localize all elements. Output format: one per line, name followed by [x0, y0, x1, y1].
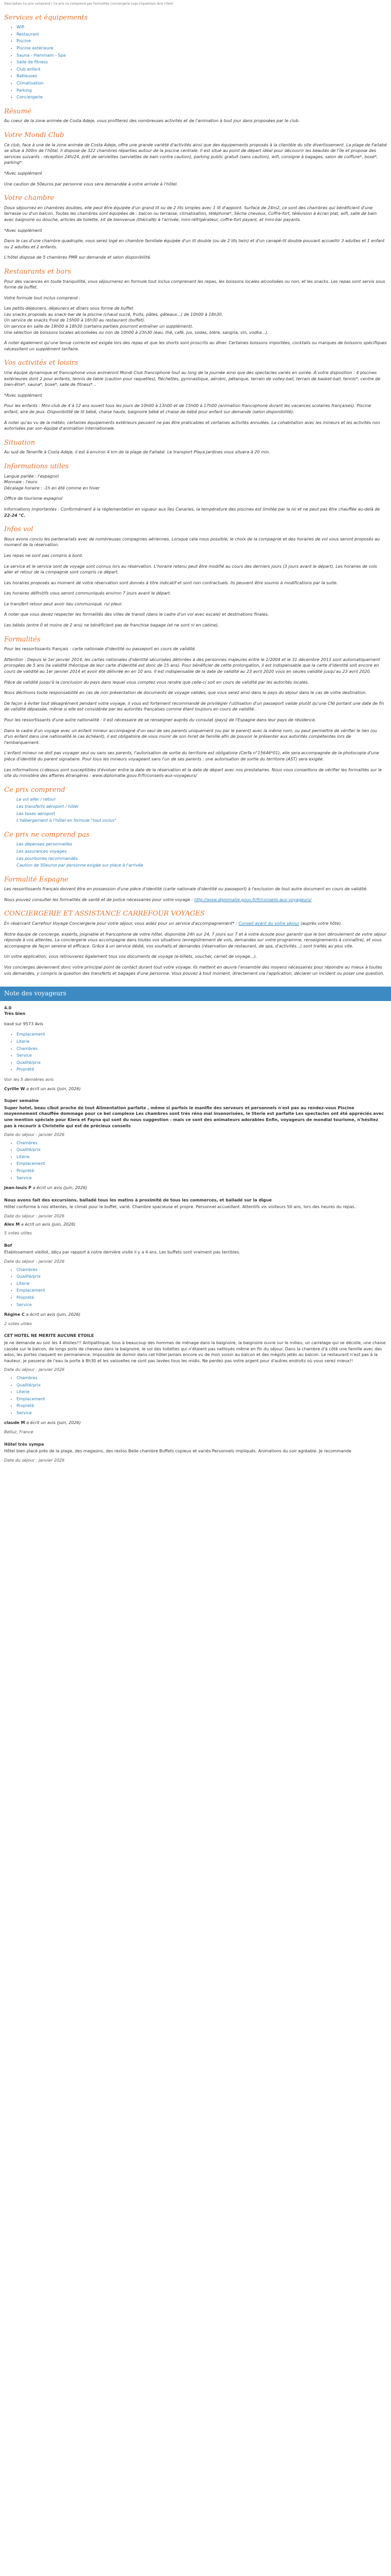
- review-headline: Super semaine: [4, 1098, 39, 1104]
- list-item: Les pourboires recommandés: [17, 856, 78, 861]
- review-body: Je ne demande au soir les 4 étoiles!!! Antipathique, tous à beaucoup des hommes de ménage dans la baignoire, la baignoire ouvre sur le milieu, un carrelage qui se décolle, une chaise cassée sur le balcon, de longs poils de cheveux dans la baignoire, le sol des toilettes qui n'étaient pas nettoyés même en fin du séjour. Dans la chambre d'à côté une famille avec des ados, les portes claquent en permanence, impossible de dormir dans cet hôtel jamais encore vu de mon voisin au balcon et des mégots jetés au balcon. Le restaurant n'est pas à la hauteur, je passerai de l'eau la porte à 8h30 et les vaisselles ne sont pas lavées tous les midis. Ne perdez pas votre argent pour d'autres endroits où vous serez mieux!!: [4, 1340, 386, 1363]
- review-headline: Hôtel très sympa: [4, 1442, 44, 1447]
- review-author: Jean-louis P a écrit un avis (juin, 2026): [4, 1185, 87, 1191]
- formalites-paragraph: Dans le cadre d'un voyage avec un enfant mineur accompagné d'un seul de ses parents uniquement (ou par le parent) avec la même nom, ou peut permettre de vérifier le lien (ou d'un enfant dans une nationalité le cas échéant), il est obligatoire de vous munir de son livret de famille afin de pouvoir le présenter aux autorités compétentes lors de l'embarquement.: [4, 728, 378, 745]
- list-item: • Chambres: [17, 1140, 387, 1146]
- section-title-vols: Infos vol: [4, 526, 34, 534]
- formalites-paragraph: Les informations ci-dessus sont susceptibles d'évoluer entre la date de la réservation et la date de départ avec nos prestataires. Nous vous conseillons de vérifier les formalités sur le site du ministère des affaires étrangères : www.diplomatie.gouv.fr/fr/conseils-aux-voyageurs/: [4, 767, 382, 778]
- list-item: • Service: [17, 1302, 387, 1308]
- restaurants-paragraph: Votre formule tout inclus comprend :: [4, 295, 80, 300]
- reviews-count: basé sur 9573 Avis: [4, 1021, 43, 1026]
- list-item: • Qualité/prix: [17, 1060, 387, 1066]
- infos-paragraph: Langue parlée : l'espagnol Monnaie : l'euro Décalage horaire : -1h en été comme en hiver: [4, 473, 100, 490]
- list-item: Les taxes aéroport: [17, 811, 55, 816]
- section-title-activites: Vos activités et loisirs: [4, 359, 78, 367]
- list-item: • Service: [17, 1053, 387, 1059]
- vols-paragraph: Les repas ne sont pas compris à bord.: [4, 553, 83, 558]
- chambre-paragraph: *Avec supplément: [4, 228, 42, 233]
- review-author: Alex M a écrit un avis (juin, 2026): [4, 1222, 76, 1227]
- prix-ne-comprend-list: [4, 841, 387, 868]
- restaurants-paragraph: Pour des vacances en toute tranquillité, vous séjournerez en formule tout inclus comprenant les repas, les boissons locales alcoolisées ou non, et les snacks. Les repas sont servis sous forme de buffet.: [4, 279, 385, 290]
- pool-temperature: 22-24 °C.: [4, 513, 26, 518]
- list-item: Les dépenses personnelles: [17, 842, 72, 847]
- section-title-prix-ne-comprend: Ce prix ne comprend pas: [4, 831, 90, 839]
- formalites-paragraph: Pièce de validité jusqu'à la conclusion du pays dans lequel vous comptez vous rendre que celle-ci soit en cours de validité par les autorités locales.: [4, 680, 309, 685]
- chambre-paragraph: Doux séjournez en chambres doubles, elle peut être équipée d'un grand lit ou de 2 lits simples avec 1 lit d'appoint. Surface de 24m2, ce sont des chambres qui bénéficient d'une terrasse ou d'un balcon. Toutes les chambres sont équipées de : balcon ou terrasse, climatisation, téléphone*, Sèche cheveux, Coffre-fort, télévision à écran plat, wifi, salle de bain avec baignoire ou douche, articles de toilette, kit de bienvenue (thé/café) à l'arrivée, mini-réfrigérateur, coffre-fort payant, et mini-bar payants.: [4, 205, 377, 222]
- list-item: • Piscine extérieure: [17, 45, 387, 52]
- activites-paragraph: À noter qu'au vu de la météo, certaines équipements extérieurs peuvent ne pas être praticables et certaines activités annulées. La cohabitation avec les mineurs et les activités non autorisées par son équipe d'animation internationale.: [4, 420, 380, 431]
- section-title-hotel: Votre Mondi Club: [4, 131, 64, 139]
- review-helpful-votes: 2 votes utiles: [4, 1321, 32, 1326]
- list-item: • Salle de fitness: [17, 59, 387, 65]
- formalites-paragraph: Attention : Depuis le 1er janvier 2014, les cartes nationales d'identité sécurisées délivrées à des personnes majeures entre le 1/2004 et le 31 décembre 2013 sont automatiquement prorogées de 5 ans (la validité théorique de leur carte d'identité est donc de 15 ans). Pour bénéficier de cette prolongation, il est indispensable que la carte d'identité soit encore en cours de validité au 1er janvier 2014 et avoir été délivrée en en 10 ans. Il est indispensable de la date de validité au 23 avril 2020 vous en seules validité jusqu'au 23 avril 2020.: [4, 657, 380, 674]
- section-title-chambre: Votre chambre: [4, 194, 55, 202]
- list-item: • Wifi: [17, 24, 387, 30]
- review-helpful-votes: 5 votes utiles: [4, 1231, 32, 1236]
- activites-paragraph: Une équipe dynamique et francophone vous animeront Mondi Club francophone tout au long de la journée ainsi que des spectacles variés en soirée. À votre disposition : 4 piscines extérieures dont 2 pour enfants, tennis de table (caution pour raquettes), fléchettes, gymnastique, aérobic, pétanque, terrain de volley-ball, terrain de basket-ball, tennis*, centre de bien-être*, sauna*, boxe*, salle de fitness*...: [4, 370, 381, 387]
- conciergerie-paragraph: En réservant Carrefour Voyage Conciergerie pour votre séjour, vous aidez pour un service d'accompagnement* : Conseil avant du votre séjour (auprès votre hôte).: [4, 921, 343, 926]
- list-item: • Emplacement: [17, 1396, 387, 1402]
- list-item: • Propreté: [17, 1295, 387, 1301]
- activites-paragraph: Pour les enfants : Mini-club de 4 à 12 ans ouvert tous les jours de 10h00 à 13h00 et de 15h00 à 17h00 (animation francophone durant les vacances scolaires françaises). Piscine enfant, aire de jeux. Disponibilité de lit bébé, chaise haute, baignoire bébé et chaise de bébé pour enfant sur demande (selon disponibilité).: [4, 403, 371, 414]
- list-item: • Piscine: [17, 38, 387, 44]
- list-item: • Qualité/prix: [17, 1382, 387, 1388]
- review-body: Hôtel conforme à nos attentes, le climat pour le buffet, varié. Chambre spacieuse et propre. Personnel accueillant. Attentifs vis visiteurs 50 ans, lors des heures du repas.: [4, 1205, 356, 1210]
- list-item: • Emplacement: [17, 1161, 387, 1167]
- prix-comprend-list: [4, 796, 387, 823]
- review-author: Cyrille W a écrit un avis (juin, 2026): [4, 1086, 81, 1091]
- situation-text: Au sud de Tenerife à Costa Adeje, il est à environ 4 km de la plage de Fañabé. Le transport Playa Jardines vous situera à 20 min.: [4, 450, 270, 455]
- section-title-conciergerie: CONCIERGERIE ET ASSISTANCE CARREFOUR VOYAGES: [4, 910, 205, 918]
- section-title-infos: Informations utiles: [4, 462, 69, 470]
- vols-paragraph: À noter que vous devez respecter les formalités des villes de transit (dans le cadre d'un vol avec escale) et destinations finales.: [4, 612, 269, 617]
- vols-paragraph: Le transfert retour peut avoir lieu communiqué. rui pleur.: [4, 601, 123, 606]
- review-headline: Bof: [4, 1243, 12, 1248]
- section-title-services: Services et équipements: [4, 13, 88, 22]
- review-categories: [4, 1375, 387, 1416]
- hotel-paragraph: Ce club, face à une de la zone animée de Costa Adeje, offre une grande variété d'activités ainsi que des équipements proposés à la clientèle du site divertissement. La plage de Fañabé se situe à 300m de l'hôtel. Il dispose de 322 chambres réparties autour de la piscine centrale. Il est situé au point de départ idéal pour découvrir les beautés de l'île et propose des services suivants : réception 24h/24, prêt de serviettes (serviettes de bain contre caution), parking public gratuit (sans caution), wifi, consigne à bagages, salon de coiffure*, boxe*, parking*.: [4, 142, 387, 165]
- review-headline: Nous avons fait des excursions, balladé tous les matins à proximité de tous les commerces, et balladé sur la digue: [4, 1197, 272, 1202]
- list-item: Caution de 50euros par personne exigée sur place à l'arrivée: [17, 863, 143, 868]
- list-item: • Qualité/prix: [17, 1274, 387, 1280]
- list-item: L'hébergement à l'hôtel en formule "tout inclus": [17, 818, 117, 823]
- formalites-paragraph: L'enfant mineur ne doit pas voyager seul ou sans ses parents, l'autorisation de sortie du territoire est obligatoire (Cerfa n°15646*01), elle sera accompagnée de la photocopie d'une pièce d'identité du parent signataire. Pour tous les mineurs voyageant sans l'un de ses parents : une autorisation de sortie du territoire (AST) sera exigée.: [4, 751, 379, 761]
- review-categories: [4, 1267, 387, 1308]
- infos-paragraph: Office de tourisme espagnol: [4, 496, 63, 501]
- section-title-situation: Situation: [4, 438, 35, 447]
- formalites-paragraph: Pour les ressortissants d'une autre nationalité : il est nécessaire de se renseigner auprès du consulat (pays) de l'Espagne dans leur pays de résidence.: [4, 718, 316, 722]
- list-item: • Propreté: [17, 1066, 387, 1073]
- hotel-paragraph: *Avec supplément: [4, 171, 42, 176]
- list-item: • Literie: [17, 1039, 387, 1045]
- list-item: • Climatisation: [17, 80, 387, 87]
- review-stay-date: Date du séjour : janvier 2026: [4, 1132, 64, 1138]
- section-title-formalite-espagne: Formalité Espagne: [4, 875, 69, 884]
- resume-text: Au coeur de la zone animée de Costa Adeje, vous profiterez des nombreuses activités et de l'animation à tout jour dans proposées par le club.: [4, 118, 300, 124]
- list-item: Les transferts aéroport / hôtel: [17, 804, 78, 809]
- list-item: • Conciergerie: [17, 94, 387, 100]
- list-item: • Emplacement: [17, 1287, 387, 1294]
- list-item: • Restaurant: [17, 31, 387, 38]
- review-stay-date: Date du séjour : janvier 2026: [4, 1458, 64, 1463]
- conciergerie-link[interactable]: Conseil avant du votre séjour: [238, 921, 300, 926]
- list-item: • Chambres: [17, 1375, 387, 1381]
- section-title-restaurants: Restaurants et bars: [4, 267, 71, 276]
- reviews-see-more[interactable]: Voir les 5 dernières avis: [4, 1077, 54, 1082]
- list-item: • Service: [17, 1175, 387, 1181]
- vols-paragraph: Les horaires définitifs vous seront communiqués environ 7 jours avant le départ.: [4, 591, 171, 596]
- list-item: • Chambres: [17, 1046, 387, 1052]
- review-stay-date: Date du séjour : janvier 2026: [4, 1367, 64, 1372]
- list-item: • Club enfant: [17, 66, 387, 73]
- review-categories: [4, 1140, 387, 1181]
- vols-paragraph: Nous avons conclu les partenariats avec de nombreuses compagnies aériennes. Lorsque cela nous possible, le choix de la compagnie et des horaires de vol vous seront proposés au moment de la réservation.: [4, 536, 380, 548]
- list-item: • Qualité/prix: [17, 1147, 387, 1153]
- list-item: • Literie: [17, 1389, 387, 1395]
- top-nav-breadcrumb: Description Ce prix comprend / Ce prix ne comprend pas Formalités Conciergerie Logo tripadvisor Avis Client: [4, 2, 173, 6]
- chambre-paragraph: L'hôtel dispose de 5 chambres PMR sur demande et selon disponibilité.: [4, 255, 152, 260]
- section-title-prix-comprend: Ce prix comprend: [4, 786, 66, 794]
- list-item: • Parking: [17, 88, 387, 94]
- diplomatie-link[interactable]: http://www.diplomatie.gouv.fr/fr/conseils-aux-voyageurs/: [194, 897, 312, 902]
- list-item: • Propreté: [17, 1403, 387, 1409]
- rating-label: Très bien: [4, 1011, 26, 1016]
- section-title-formalites: Formalités: [4, 635, 41, 643]
- review-body: Super hotel, beau cibut proche de tout Alimentation parfaite , même si parfois le manifie des serveurs et personnels n'est pas au rendez-vous Piscine moyennement chauffée dommage pour ce bel complexe Les chambres sont très réno mal insonorisées, le literie est parfaite Les spectacles ont été appréciés avec une mention spéciale pour Kiera et Fayna qui sont du nous suggestion - mais ce sont des animateurs adorables Enfin, voyageurs de mondial tourisme, n'hésitez pas à recourir à Christelle qui est de précieux conseils: [4, 1105, 384, 1128]
- list-item: • Literie: [17, 1281, 387, 1287]
- list-item: • Emplacement: [17, 1031, 387, 1038]
- list-item: Le vol aller / retour: [17, 797, 56, 802]
- review-body: Établissement vieillot, déçu par rapport à notre dernière visite il y a 4 ans. Les buffets sont vraiment pas terribles.: [4, 1250, 240, 1255]
- infos-paragraph: Informations importantes : Conformément à la réglementation en vigueur aux îles Canaries, la température des piscines est limitée par la loi et ne peut pas être chauffée au-delà de 22-24 °C.: [4, 506, 380, 518]
- hotel-paragraph: Une caution de 50euros par personne vous sera demandée à votre arrivée à l'hôtel.: [4, 181, 178, 187]
- list-item: • Propreté: [17, 1168, 387, 1174]
- review-headline: CET HOTEL NE MERITE AUCUNE ETOILE: [4, 1333, 94, 1338]
- restaurants-paragraph: À noter également qu'une tenue correcte est exigée lors des repas et que les shorts sont proscrits au dîner. Certaines boissons importées, cocktails ou marques de boissons spécifiques nécessitent un supplément tarifaire.: [4, 341, 387, 351]
- formalite-espagne-paragraph: Nous pouvez consulter les formalités de santé et de police nécessaires pour votre voyage : http://www.diplomatie.gouv.fr/fr/conseils-aux-voyageurs/: [4, 897, 312, 902]
- formalites-paragraph: De façon à éviter tout désagrément pendant votre voyage, il vous est fortement recommandé de privilégier l'utilisation d'un passeport valide plutôt qu'une CNI portant une date de fin de validité dépassée, même si elle est considérée par les autorités françaises comme étant toujours en cours de validité.: [4, 701, 384, 712]
- list-item: Les assurances voyages: [17, 849, 67, 854]
- restaurants-paragraph: Les petits-déjeuners, déjeuners et dîners sous forme de buffet. Les snacks proposés au snack-bar de la piscine (chaud sucré, fruits, pâtes, gâteaux...) de 10h00 à 18h30. Un service de snacks froid de 15h00 à 16h30 au restaurant (buffet). Un service en salle de 19h00 à 18h30 (certains partiels pourront entraîner un supplément). Une sélection de boissons locales alcoolisées ou non de 10h00 à 23h30 (eau, thé, café, jus, sodas, bière, sangria, vin, vodka...).: [4, 306, 269, 335]
- vols-paragraph: Les horaires proposés au moment de votre réservation sont donnés à titre indicatif et sont non contractuels. Ils peuvent être soumis à modifications par la suite.: [4, 580, 338, 585]
- rating-categories: [4, 1031, 387, 1073]
- conciergerie-paragraph: Un votre application, vous retrouverez également tous vos documents de voyage (e-billets, voucher, carnet de voyage...).: [4, 954, 257, 959]
- formalites-paragraph: Nous déclinons toute responsabilité en cas de non présentation de documents de voyage valides, que vous serez ainsi dans le pays du séjour dans le cas de votre destination.: [4, 690, 367, 696]
- chambre-paragraph: Dans le cas d'une chambre quadruple, vous serez logé en chambre familiale équipée d'un lit double (ou de 2 lits twin) et d'un canapé-lit double pouvant accueillir 3 adultes et 1 enfant ou 2 adultes et 2 enfants.: [4, 239, 385, 249]
- list-item: • Service: [17, 1410, 387, 1416]
- vols-paragraph: Les bébés (entre 0 et moins de 2 ans) ne bénéficient pas de franchise bagage (et ne sont ni en cabine).: [4, 623, 219, 628]
- review-stay-date: Date du séjour : janvier 2026: [4, 1214, 64, 1219]
- list-item: • Sauna - Hammam - Spa: [17, 53, 387, 59]
- rating-score: 4.0: [4, 1005, 12, 1010]
- conciergerie-paragraph: Vos concierges deviennent donc votre principal point de contact durant tout votre voyage. Ils mettent en œuvre l'ensemble des moyens nécessaires pour répondre au mieux à toutes vos demandes, y compris la question des transferts et bagages d'une personne. Vous pouvez à tout moment, directement via l'application, déclarer un incident ou poser une question.: [4, 965, 385, 976]
- section-title-resume: Résumé: [4, 107, 31, 115]
- vols-paragraph: Le service et le service sont de voyage sont connus lors au réservation. L'horaire retenu peut être modifié au cours des derniers jours (3 jours avant le départ). Les horaires de vols aller et retour de la compagnie sont compris ce départ.: [4, 564, 377, 575]
- list-item: • Chambres: [17, 1267, 387, 1273]
- activites-paragraph: *Avec supplément: [4, 393, 42, 398]
- list-item: • Batteuses: [17, 73, 387, 79]
- list-item: • Literie: [17, 1154, 387, 1160]
- reviews-band-title: Note des voyageurs: [0, 987, 391, 1001]
- review-body: Hôtel bien placé près de la plage, des magasins, des restos Belle chambre Buffets copieux et variés Personnels impliqués. Animations du soir agréable. Je recommande: [4, 1449, 351, 1454]
- formalites-paragraph: Pour les ressortissants français : carte nationale d'identité ou passeport en cours de validité.: [4, 647, 196, 652]
- review-location: Belluz, France: [4, 1430, 34, 1435]
- formalite-espagne-paragraph: Les ressortissants français doivent être en possession d'une pièce d'identité (carte nationale d'identité ou passeport) à l'exclusion de tout autre document en cours de validité.: [4, 887, 368, 892]
- review-author: claude M a écrit un avis (juin, 2026): [4, 1420, 81, 1426]
- review-author: Régine C a écrit un avis (juin, 2026): [4, 1312, 80, 1317]
- conciergerie-paragraph: Notre équipe de concierge, experts, joignable et francophone de votre hôtel, disponible 24h sur 24, 7 jours sur 7 et à votre écoute pour garantir que le bon déroulement de votre séjour réponde à vos attentes. La conciergerie vous accompagne dans toutes vos situations (enregistrement de vols, demandes sur votre programme, renseignements à connaître), et vous accompagne de façon sereine et efficace. Grâce à un service dédié, vos souhaits et demandes (réservation de restaurant, de spa, d'activités...) sont traités au plus vite.: [4, 931, 387, 948]
- services-list: [4, 24, 387, 100]
- review-stay-date: Date du séjour : janvier 2026: [4, 1259, 64, 1264]
